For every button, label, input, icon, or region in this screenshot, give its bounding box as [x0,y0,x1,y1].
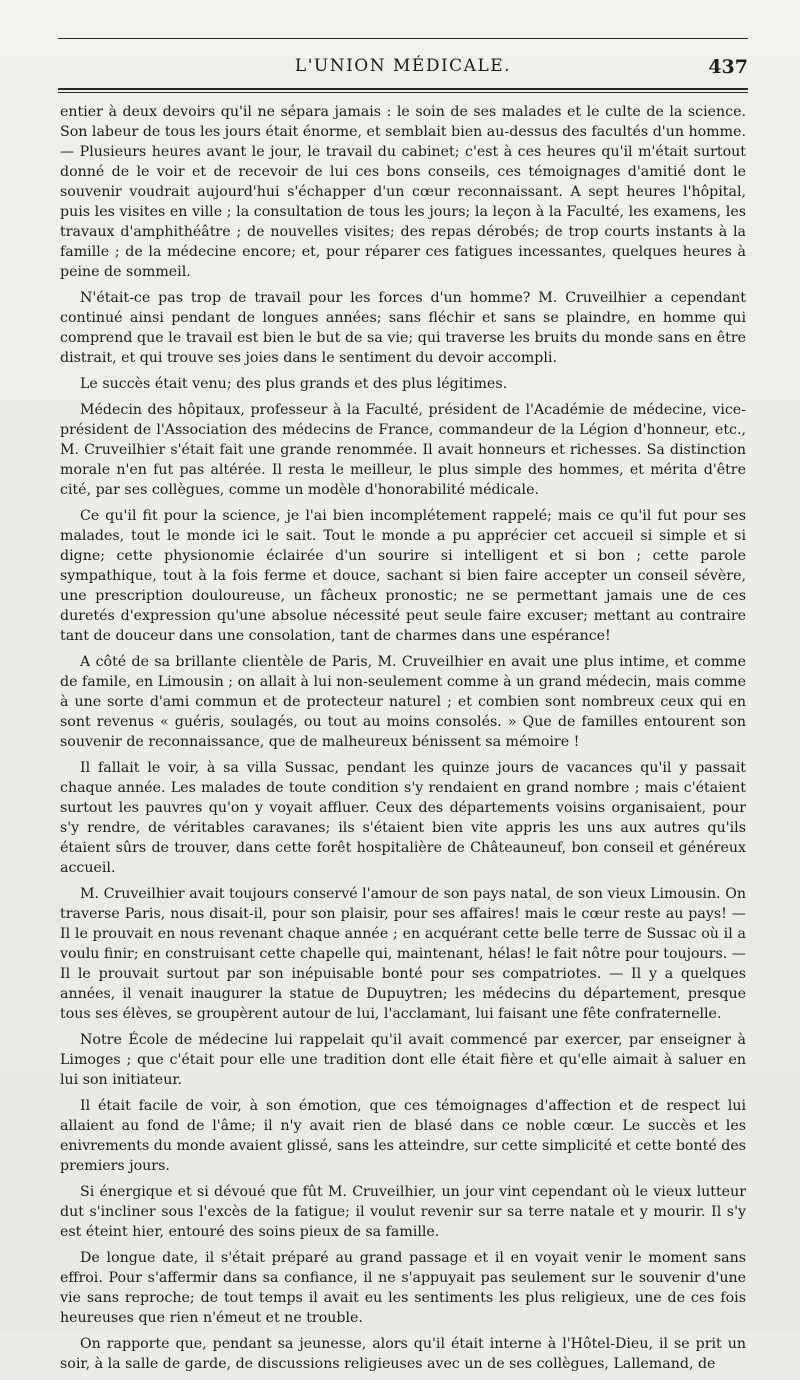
article-body [60,102,746,1380]
paragraph: Médecin des hôpitaux, professeur à la Faculté, président de l'Académie de médecine, vice-président de l'Association des médecins de France, commandeur de la Légion d'honneur, etc., M. Cruveilhier s'était fait une grande renommée. Il avait honneurs et richesses. Sa distinction morale n'en fut pas altérée. Il resta le meilleur, le plus simple des hommes, et mérita d'être cité, par ses collègues, comme un modèle d'honorabilité médicale. [60,402,746,498]
page-header [58,56,748,84]
running-title: L'UNION MÉDICALE. [294,56,512,76]
paragraph: Ce qu'il fit pour la science, je l'ai bien incomplétement rappelé; mais ce qu'il fut pour ses malades, tout le monde ici le sait. Tout le monde a pu apprécier cet accueil si simple et si digne; cette physionomie éclairée d'un sourire si intelligent et si bon ; cette parole sympathique, tout à la fois ferme et douce, sachant si bien faire accepter un conseil sévère, une prescription douloureuse, un fâcheux pronostic; ne se permettant jamais une de ces duretés d'expression qu'une absolue nécessité peut seule faire excuser; mettant au contraire tant de douceur dans une consolation, tant de charmes dans une espérance! [60,508,746,644]
paragraph: On rapporte que, pendant sa jeunesse, alors qu'il était interne à l'Hôtel-Dieu, il se prit un soir, à la salle de garde, de discussions religieuses avec un de ses collègues, Lallemand, de [60,1336,746,1372]
paragraph: N'était-ce pas trop de travail pour les forces d'un homme? M. Cruveilhier a cependant continué ainsi pendant de longues années; sans fléchir et sans se plaindre, en homme qui comprend que le travail est bien le but de sa vie; qui traverse les bruits du monde sans en être distrait, et qui trouve ses joies dans le sentiment du devoir accompli. [60,290,746,366]
top-rule [58,38,748,39]
paragraph: Le succès était venu; des plus grands et des plus légitimes. [80,376,508,392]
paragraph: Il était facile de voir, à son émotion, que ces témoignages d'affection et de respect lui allaient au fond de l'âme; il n'y avait rien de blasé dans ce noble cœur. Le succès et les enivrements du monde avaient glissé, sans les atteindre, sur cette simplicité et cette bonté des premiers jours. [60,1098,746,1174]
page-number: 437 [708,56,748,78]
paragraph: Il fallait le voir, à sa villa Sussac, pendant les quinze jours de vacances qu'il y passait chaque année. Les malades de toute condition s'y rendaient en grand nombre ; mais c'étaient surtout les pauvres qu'on y voyait affluer. Ceux des départements voisins organisaient, pour s'y rendre, de véritables caravanes; ils s'étaient bien vite appris les uns aux autres qu'ils étaient sûrs de trouver, dans cette forêt hospitalière de Châteauneuf, bon conseil et généreux accueil. [60,760,746,876]
paragraph: Si énergique et si dévoué que fût M. Cruveilhier, un jour vint cependant où le vieux lutteur dut s'incliner sous l'excès de la fatigue; il voulut revenir sur sa terre natale et y mourir. Il s'y est éteint hier, entouré des soins pieux de sa famille. [60,1184,746,1240]
paragraph: entier à deux devoirs qu'il ne sépara jamais : le soin de ses malades et le culte de la science. Son labeur de tous les jours était énorme, et semblait bien au-dessus des facultés d'un homme. — Plusieurs heures avant le jour, le travail du cabinet; c'est à ces heures qu'il m'était surtout donné de le voir et de recevoir de lui ces bons conseils, ces témoignages d'amitié dont le souvenir voudrait aujourd'hui s'échapper d'un cœur reconnaissant. A sept heures l'hôpital, puis les visites en ville ; la consultation de tous les jours; la leçon à la Faculté, les examens, les travaux d'amphithéâtre ; de nouvelles visites; des repas dérobés; de trop courts instants à la famille ; de la médecine encore; et, pour réparer ces fatigues incessantes, quelques heures à peine de sommeil. [60,104,746,280]
paragraph: A côté de sa brillante clientèle de Paris, M. Cruveilhier en avait une plus intime, et comme de famile, en Limousin ; on allait à lui non-seulement comme à un grand médecin, mais comme à une sorte d'ami commun et de protecteur naturel ; et combien sont nombreux ceux qui en sont revenus « guéris, soulagés, ou tout au moins consolés. » Que de familles entourent son souvenir de reconnaissance, que de malheureux bénissent sa mémoire ! [60,654,746,750]
paragraph: Notre École de médecine lui rappelait qu'il avait commencé par exercer, par enseigner à Limoges ; que c'était pour elle une tradition dont elle était fière et qu'elle aimait à saluer en lui son initiateur. [60,1032,746,1088]
paragraph: De longue date, il s'était préparé au grand passage et il en voyait venir le moment sans effroi. Pour s'affermir dans sa confiance, il ne s'appuyait pas seulement sur le souvenir d'une vie sans reproche; de tout temps il avait eu les sentiments les plus religieux, une de ces fois heureuses que rien n'émeut et ne trouble. [60,1250,746,1326]
paragraph: M. Cruveilhier avait toujours conservé l'amour de son pays natal, de son vieux Limousin. On traverse Paris, nous disait-il, pour son plaisir, pour ses affaires! mais le cœur reste au pays! — Il le prouvait en nous revenant chaque année ; en acquérant cette belle terre de Sussac où il a voulu finir; en construisant cette chapelle qui, maintenant, hélas! le fait nôtre pour toujours. — Il le prouvait surtout par son inépuisable bonté pour ses compatriotes. — Il y a quelques années, il venait inaugurer la statue de Dupuytren; les médecins du département, presque tous ses élèves, se groupèrent autour de lui, l'acclamant, lui faisant une fête confraternelle. [60,886,746,1022]
header-rule [58,88,748,90]
header-rule-thin [58,92,748,93]
